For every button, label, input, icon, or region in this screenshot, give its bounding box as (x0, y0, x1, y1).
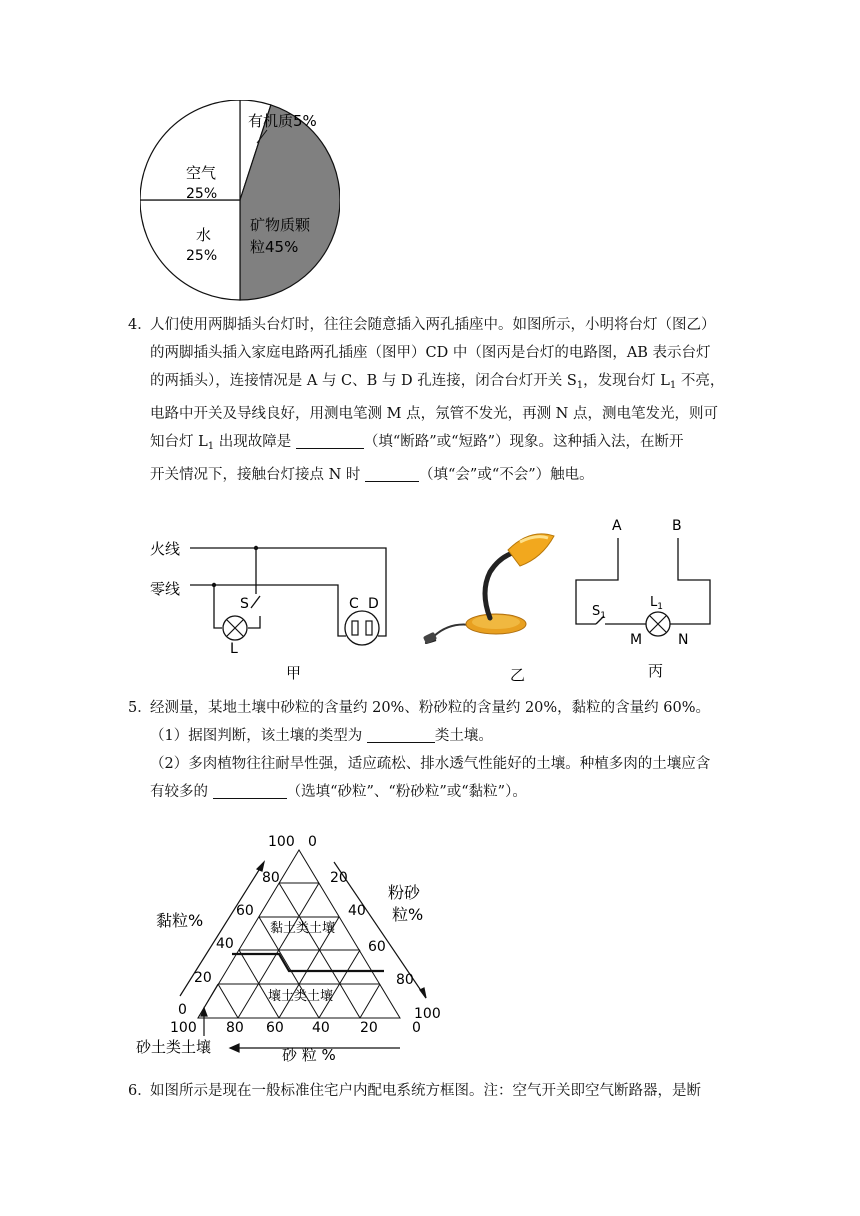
switch-s1-label: $S_1$ (592, 604, 606, 621)
silt-axis-label-2: 粒% (392, 905, 424, 924)
pie-slice-3 (140, 100, 240, 200)
clay-axis-label: 黏粒% (156, 911, 204, 930)
tick-bottom-40: 40 (312, 1020, 330, 1036)
answer-blank[interactable] (296, 432, 364, 449)
pie-label-air-value: 25% (186, 186, 218, 202)
answer-blank[interactable] (367, 726, 435, 743)
desk-lamp-icon (423, 534, 554, 644)
figure-label-jia: 甲 (286, 664, 302, 682)
tick-bottom-100: 100 (170, 1020, 197, 1036)
lamp-l1-icon (646, 612, 670, 636)
loam-soil-label: 壤土类土壤 (268, 989, 334, 1004)
pie-label-water-value: 25% (186, 248, 218, 264)
tick-bottom-60: 60 (266, 1020, 284, 1036)
plug-a-label: A (612, 518, 622, 534)
socket-icon (345, 611, 379, 645)
live-wire-label: 火线 (150, 540, 181, 558)
tick-left-0: 0 (178, 1002, 187, 1018)
q4-line: 的两插头），连接情况是 A 与 C、B 与 D 孔连接，闭合台灯开关 $S_1$，发现台灯 $L_1$ 不亮， (150, 373, 725, 391)
neutral-wire-label: 零线 (150, 580, 181, 598)
socket-d-label: D (368, 596, 379, 612)
question-4 (130, 311, 740, 489)
q5-subquestion-1: （1）据图判断，该土壤的类型为 类土壤。 (150, 728, 493, 744)
pie-label-organic: 有机质5% (248, 112, 317, 130)
silt-axis-label-1: 粉砂 (388, 883, 421, 902)
answer-blank[interactable] (365, 465, 419, 482)
sand-axis-label: 砂 粒 % (282, 1046, 336, 1064)
tick-bottom-0: 0 (412, 1020, 421, 1036)
question-5 (130, 694, 740, 806)
socket-c-label: C (349, 596, 359, 612)
tick-right-100: 100 (414, 1006, 441, 1022)
pie-label-air: 空气 (186, 164, 217, 182)
question-number: 6． (128, 1083, 152, 1099)
q4-line: 的两脚插头插入家庭电路两孔插座（图甲）CD 中（图丙是台灯的电路图，AB 表示台灯 (150, 345, 711, 361)
neutral-wire (190, 585, 338, 616)
junction-dot (254, 546, 258, 550)
plug-b-label: B (672, 518, 682, 534)
tick-left-80: 80 (262, 870, 280, 886)
tick-top-100: 100 (268, 834, 295, 850)
sandy-soil-label: 砂土类土壤 (136, 1038, 212, 1056)
tick-right-20: 20 (330, 870, 348, 886)
pie-slices (140, 100, 340, 300)
answer-blank[interactable] (213, 782, 287, 799)
tick-top-0: 0 (308, 834, 317, 850)
figure-label-bing: 丙 (648, 662, 664, 680)
soil-texture-triangle (136, 826, 456, 1066)
point-n-label: N (678, 632, 689, 648)
tick-left-20: 20 (194, 970, 212, 986)
point-m-label: M (630, 632, 643, 648)
q4-line: 电路中开关及导线良好，用测电笔测 M 点，氖管不发光，再测 N 点，测电笔发光，则可 (150, 406, 718, 422)
q4-line: 开关情况下，接触台灯接点 N 时 （填“会”或“不会”）触电。 (150, 467, 594, 483)
circuit-figure-jia (148, 528, 398, 688)
tick-bottom-20: 20 (360, 1020, 378, 1036)
question-number: 4． (128, 317, 152, 333)
pie-label-mineral-value: 粒45% (250, 238, 299, 256)
q5-line: 有较多的 （选填“砂粒”、“粉砂粒”或“黏粒”）。 (150, 784, 527, 800)
tick-right-60: 60 (368, 939, 386, 955)
lamp-l-label: L (230, 641, 238, 657)
pie-label-mineral: 矿物质颗 (250, 216, 311, 234)
lamp-circuit-figure-bing (570, 512, 720, 682)
tick-right-80: 80 (396, 972, 414, 988)
desk-lamp-figure-yi (420, 522, 560, 688)
q6-line: 如图所示是现在一般标准住宅户内配电系统方框图。注：空气开关即空气断路器，是断 (150, 1083, 701, 1099)
q5-subquestion-2: （2）多肉植物往往耐旱性强，适应疏松、排水透气性能好的土壤。种植多肉的土壤应含 (150, 756, 711, 772)
clay-soil-label: 黏土类土壤 (270, 921, 336, 936)
figure-label-yi: 乙 (510, 666, 526, 684)
q5-line: 经测量，某地土壤中砂粒的含量约 20%、粉砂粒的含量约 20%，黏粒的含量约 60%。 (150, 700, 711, 716)
q4-line: 知台灯 $L_1$ 出现故障是 （填“断路”或“短路”）现象。这种插入法，在断开 (150, 434, 684, 452)
tick-bottom-80: 80 (226, 1020, 244, 1036)
lamp-l-icon (223, 616, 247, 640)
soil-composition-pie-chart (140, 100, 340, 310)
tick-left-60: 60 (236, 903, 254, 919)
question-6 (130, 1077, 740, 1105)
switch-s-label: S (240, 596, 249, 612)
question-number: 5． (128, 700, 152, 716)
junction-dot (212, 583, 216, 587)
tick-left-40: 40 (216, 936, 234, 952)
pie-label-water: 水 (196, 226, 212, 244)
q4-line: 人们使用两脚插头台灯时，往往会随意插入两孔插座中。如图所示，小明将台灯（图乙） (150, 317, 716, 333)
lamp-l1-label: $L_1$ (650, 595, 663, 612)
tick-right-40: 40 (348, 903, 366, 919)
